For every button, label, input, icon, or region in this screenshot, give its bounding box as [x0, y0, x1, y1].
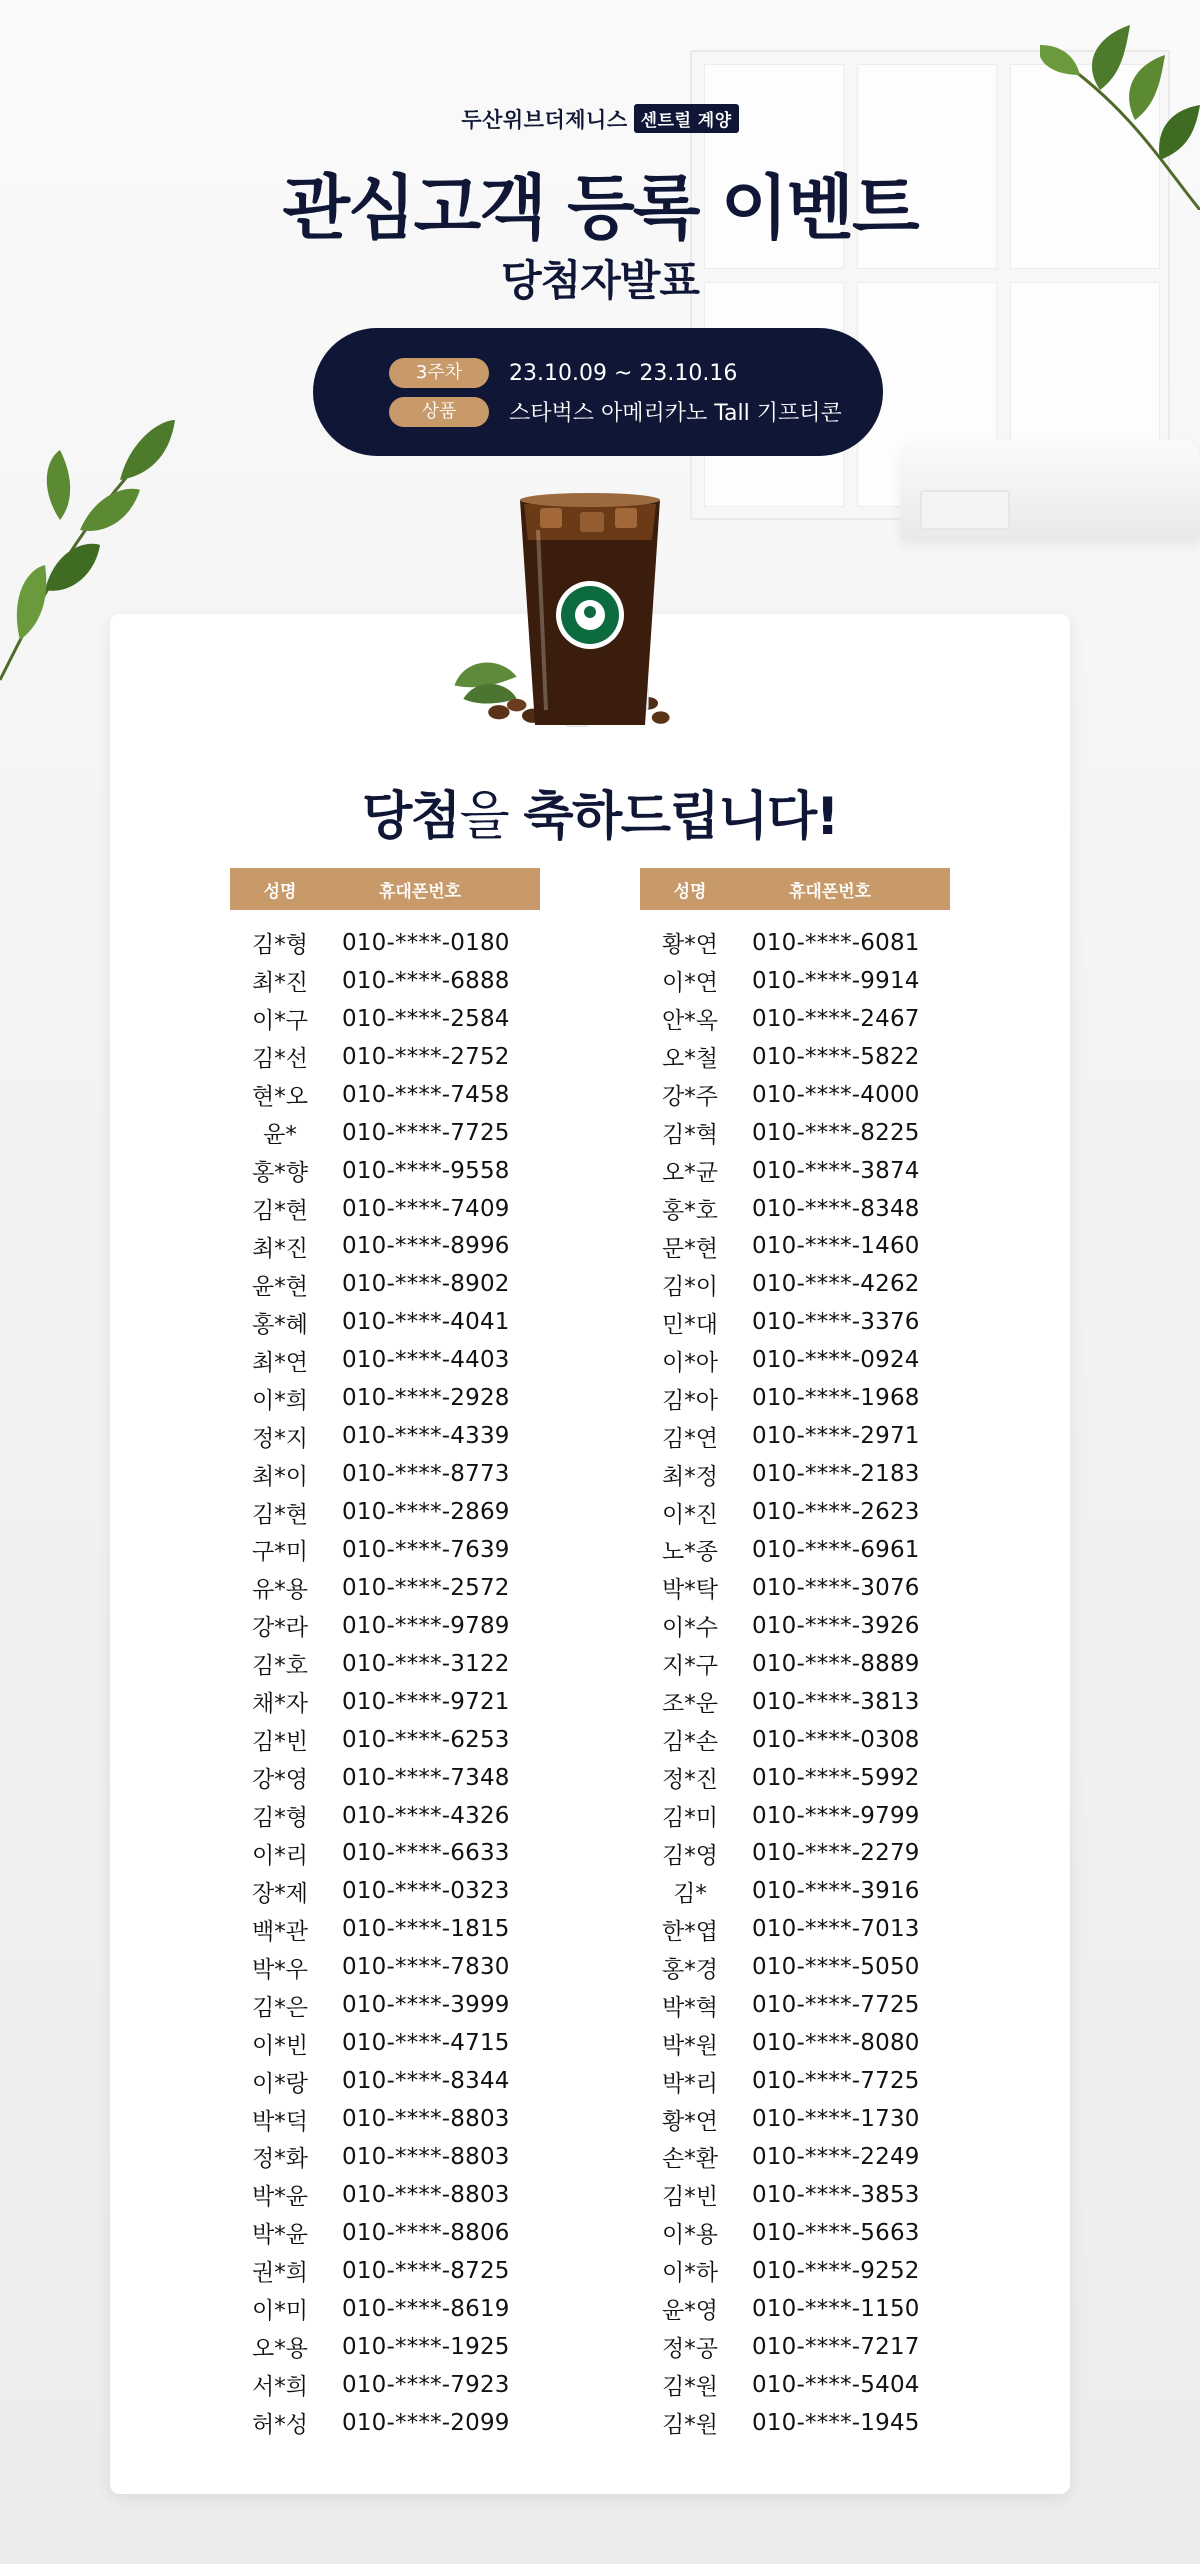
- winner-row: [640, 1000, 950, 1038]
- winner-row: [230, 2252, 540, 2290]
- winner-name: 정*지: [252, 1425, 308, 1452]
- winner-row: [640, 1152, 950, 1190]
- page-title: 관심고객 등록 이벤트: [282, 167, 918, 249]
- winner-name: 오*용: [252, 2336, 308, 2363]
- winner-row: [640, 2024, 950, 2062]
- winner-phone: 010-****-8725: [342, 2257, 510, 2284]
- winner-row: [230, 2404, 540, 2442]
- winner-name: 윤*: [263, 1122, 297, 1149]
- winner-row: [640, 1910, 950, 1948]
- winner-phone: 010-****-1815: [342, 1916, 510, 1943]
- winner-phone: 010-****-7348: [342, 1764, 510, 1791]
- winner-name: 이*아: [662, 1349, 718, 1376]
- winner-phone: 010-****-4403: [342, 1347, 510, 1374]
- winner-row: [230, 1721, 540, 1759]
- winner-name: 최*이: [252, 1463, 308, 1490]
- winner-row: [230, 1759, 540, 1797]
- winner-name: 김*연: [662, 1425, 718, 1452]
- winner-row: [230, 1645, 540, 1683]
- winner-name: 박*윤: [252, 2222, 308, 2249]
- winner-name: 윤*영: [662, 2298, 718, 2325]
- winner-phone: 010-****-9252: [752, 2257, 920, 2284]
- winner-name: 현*오: [252, 1084, 308, 1111]
- winner-row: [230, 1265, 540, 1303]
- winner-row: [640, 1645, 950, 1683]
- prize-value: 스타벅스 아메리카노 Tall 기프티콘: [509, 401, 842, 426]
- winner-phone: 010-****-8806: [342, 2219, 510, 2246]
- event-info-pill: [313, 328, 883, 456]
- column-header-name: 성명: [673, 881, 707, 902]
- winner-phone: 010-****-2623: [752, 1499, 920, 1526]
- winner-name: 김*은: [252, 1994, 308, 2021]
- winner-row: [640, 1114, 950, 1152]
- winner-phone: 010-****-9558: [342, 1157, 510, 1184]
- winner-row: [640, 1038, 950, 1076]
- winner-row: [640, 962, 950, 1000]
- winner-row: [230, 924, 540, 962]
- brand-tag: 센트럴 계양: [634, 104, 739, 133]
- winner-phone: 010-****-7013: [752, 1916, 920, 1943]
- winner-row: [640, 1455, 950, 1493]
- winner-name: 최*진: [252, 1235, 308, 1262]
- winner-phone: 010-****-5404: [752, 2371, 920, 2398]
- winner-phone: 010-****-8902: [342, 1271, 510, 1298]
- winner-phone: 010-****-2099: [342, 2409, 510, 2436]
- winner-row: [230, 2138, 540, 2176]
- winner-phone: 010-****-7725: [342, 1119, 510, 1146]
- winner-name: 허*성: [252, 2412, 308, 2439]
- winner-name: 이*용: [662, 2222, 718, 2249]
- winner-row: [640, 2252, 950, 2290]
- winner-name: 김*빈: [252, 1729, 308, 1756]
- winner-row: [230, 2290, 540, 2328]
- winner-row: [230, 1000, 540, 1038]
- winner-phone: 010-****-8803: [342, 2143, 510, 2170]
- winner-row: [230, 1379, 540, 1417]
- coffee-cup-icon: [520, 490, 660, 740]
- winner-name: 박*리: [662, 2070, 718, 2097]
- winner-name: 지*구: [662, 1653, 718, 1680]
- winner-name: 최*연: [252, 1349, 308, 1376]
- winners-column-right: [640, 868, 950, 2442]
- winner-name: 장*제: [252, 1880, 308, 1907]
- winner-row: [230, 1455, 540, 1493]
- winner-phone: 010-****-2572: [342, 1574, 510, 1601]
- winner-row: [640, 1986, 950, 2024]
- winner-phone: 010-****-2869: [342, 1499, 510, 1526]
- winner-phone: 010-****-7458: [342, 1081, 510, 1108]
- winner-phone: 010-****-6081: [752, 929, 920, 956]
- winner-name: 김*손: [662, 1729, 718, 1756]
- winner-name: 김*선: [252, 1046, 308, 1073]
- winner-phone: 010-****-1925: [342, 2333, 510, 2360]
- winner-name: 안*옥: [662, 1008, 718, 1035]
- winner-name: 김*현: [252, 1198, 308, 1225]
- winner-row: [230, 1569, 540, 1607]
- winner-name: 최*진: [252, 970, 308, 997]
- winner-name: 황*연: [662, 932, 718, 959]
- winner-phone: 010-****-8803: [342, 2181, 510, 2208]
- winner-phone: 010-****-8803: [342, 2106, 510, 2133]
- winner-name: 서*희: [252, 2374, 308, 2401]
- winner-name: 오*철: [662, 1046, 718, 1073]
- winners-column-left: [230, 868, 540, 2442]
- winner-phone: 010-****-5050: [752, 1954, 920, 1981]
- winner-phone: 010-****-1968: [752, 1385, 920, 1412]
- winner-name: 김*영: [662, 1842, 718, 1869]
- winner-name: 김*원: [662, 2412, 718, 2439]
- winner-row: [640, 1190, 950, 1228]
- winner-name: 강*영: [252, 1767, 308, 1794]
- winner-phone: 010-****-6961: [752, 1536, 920, 1563]
- winner-row: [230, 1076, 540, 1114]
- winners-list-right: [640, 924, 950, 2442]
- winner-phone: 010-****-6253: [342, 1726, 510, 1753]
- winner-phone: 010-****-2183: [752, 1461, 920, 1488]
- winner-row: [230, 1910, 540, 1948]
- winner-name: 박*윤: [252, 2184, 308, 2211]
- winner-row: [230, 1986, 540, 2024]
- winner-phone: 010-****-2279: [752, 1840, 920, 1867]
- winner-phone: 010-****-4262: [752, 1271, 920, 1298]
- winner-name: 이*빈: [252, 2032, 308, 2059]
- column-header-name: 성명: [263, 881, 297, 902]
- winner-name: 구*미: [252, 1539, 308, 1566]
- winner-row: [640, 1228, 950, 1266]
- winner-name: 김*현: [252, 1501, 308, 1528]
- winner-name: 이*미: [252, 2298, 308, 2325]
- winner-name: 손*환: [662, 2146, 718, 2173]
- winner-phone: 010-****-3122: [342, 1650, 510, 1677]
- winner-phone: 010-****-3813: [752, 1688, 920, 1715]
- winner-row: [640, 1341, 950, 1379]
- winners-list-left: [230, 924, 540, 2442]
- winner-name: 김*미: [662, 1805, 718, 1832]
- winner-phone: 010-****-4339: [342, 1423, 510, 1450]
- coffee-illustration: [400, 480, 740, 770]
- winner-row: [640, 1531, 950, 1569]
- winner-name: 권*희: [252, 2260, 308, 2287]
- winner-row: [640, 1948, 950, 1986]
- winner-row: [640, 1872, 950, 1910]
- winner-row: [640, 924, 950, 962]
- winner-phone: 010-****-6888: [342, 967, 510, 994]
- congrats-highlight-1: 당첨: [362, 787, 460, 847]
- congrats-highlight-2: 축하드립니다!: [523, 787, 838, 847]
- winner-row: [640, 1797, 950, 1835]
- winner-phone: 010-****-2971: [752, 1423, 920, 1450]
- winner-phone: 010-****-1945: [752, 2409, 920, 2436]
- winner-name: 강*주: [662, 1084, 718, 1111]
- winner-phone: 010-****-2249: [752, 2143, 920, 2170]
- column-header: [640, 868, 950, 910]
- winner-row: [230, 1341, 540, 1379]
- winner-name: 이*수: [662, 1615, 718, 1642]
- winner-row: [640, 1076, 950, 1114]
- winner-phone: 010-****-0308: [752, 1726, 920, 1753]
- winner-phone: 010-****-8889: [752, 1650, 920, 1677]
- winner-phone: 010-****-3076: [752, 1574, 920, 1601]
- winner-row: [640, 2062, 950, 2100]
- winner-name: 박*혁: [662, 1994, 718, 2021]
- congrats-light: 을: [459, 787, 524, 847]
- column-header: [230, 868, 540, 910]
- column-header-phone: 휴대폰번호: [378, 881, 462, 902]
- winner-name: 윤*현: [252, 1273, 308, 1300]
- winner-row: [230, 1872, 540, 1910]
- winner-phone: 010-****-2467: [752, 1005, 920, 1032]
- week-value: 23.10.09 ~ 23.10.16: [509, 360, 738, 386]
- winner-name: 민*대: [662, 1311, 718, 1338]
- winner-row: [230, 2328, 540, 2366]
- winner-phone: 010-****-8344: [342, 2068, 510, 2095]
- winner-phone: 010-****-7217: [752, 2333, 920, 2360]
- winner-row: [230, 962, 540, 1000]
- background-table: [920, 490, 1010, 530]
- winner-name: 문*현: [662, 1235, 718, 1262]
- page-subtitle: 당첨자발표: [501, 256, 699, 305]
- winner-name: 이*진: [662, 1501, 718, 1528]
- winner-row: [230, 1190, 540, 1228]
- winner-name: 정*화: [252, 2146, 308, 2173]
- winner-phone: 010-****-4326: [342, 1802, 510, 1829]
- winner-phone: 010-****-7409: [342, 1195, 510, 1222]
- winner-name: 김*원: [662, 2374, 718, 2401]
- winner-row: [640, 1835, 950, 1873]
- winner-row: [230, 1607, 540, 1645]
- winner-name: 한*엽: [662, 1918, 718, 1945]
- winner-name: 이*구: [252, 1008, 308, 1035]
- winner-row: [230, 1228, 540, 1266]
- winner-row: [230, 1531, 540, 1569]
- winner-name: 정*공: [662, 2336, 718, 2363]
- winner-phone: 010-****-0180: [342, 929, 510, 956]
- winner-name: 박*우: [252, 1956, 308, 1983]
- winner-phone: 010-****-7725: [752, 2068, 920, 2095]
- winner-row: [230, 1303, 540, 1341]
- winner-phone: 010-****-0323: [342, 1878, 510, 1905]
- winner-name: 박*덕: [252, 2108, 308, 2135]
- winner-row: [640, 2214, 950, 2252]
- winner-row: [230, 2366, 540, 2404]
- winner-name: 황*연: [662, 2108, 718, 2135]
- winner-row: [640, 2366, 950, 2404]
- winner-phone: 010-****-2752: [342, 1043, 510, 1070]
- winner-phone: 010-****-5822: [752, 1043, 920, 1070]
- winner-row: [640, 1683, 950, 1721]
- winner-row: [230, 1835, 540, 1873]
- winner-row: [230, 2024, 540, 2062]
- winner-name: 이*하: [662, 2260, 718, 2287]
- winner-phone: 010-****-2584: [342, 1005, 510, 1032]
- winner-row: [230, 1683, 540, 1721]
- winner-row: [640, 2138, 950, 2176]
- winner-name: 최*정: [662, 1463, 718, 1490]
- winner-phone: 010-****-3853: [752, 2181, 920, 2208]
- winner-row: [230, 1493, 540, 1531]
- winner-row: [640, 1417, 950, 1455]
- brand-name: 두산위브더제니스: [461, 108, 628, 132]
- winner-row: [640, 1759, 950, 1797]
- prize-row: [389, 396, 842, 427]
- prize-chip: 상품: [389, 397, 489, 427]
- winner-row: [640, 2328, 950, 2366]
- winner-row: [640, 1303, 950, 1341]
- winner-name: 채*자: [252, 1691, 308, 1718]
- winner-name: 김*아: [662, 1387, 718, 1414]
- winner-name: 홍*호: [662, 1198, 718, 1225]
- winner-phone: 010-****-3999: [342, 1992, 510, 2019]
- winner-phone: 010-****-8996: [342, 1233, 510, 1260]
- winner-phone: 010-****-1460: [752, 1233, 920, 1260]
- winner-name: 홍*혜: [252, 1311, 308, 1338]
- winner-name: 노*종: [662, 1539, 718, 1566]
- winner-phone: 010-****-7830: [342, 1954, 510, 1981]
- winner-phone: 010-****-3926: [752, 1612, 920, 1639]
- winner-name: 이*리: [252, 1842, 308, 1869]
- winner-row: [230, 2062, 540, 2100]
- winner-row: [230, 2100, 540, 2138]
- winner-phone: 010-****-7639: [342, 1536, 510, 1563]
- winner-name: 김*형: [252, 932, 308, 959]
- winner-row: [230, 2214, 540, 2252]
- winner-name: 유*용: [252, 1577, 308, 1604]
- winner-phone: 010-****-3874: [752, 1157, 920, 1184]
- winner-name: 이*희: [252, 1387, 308, 1414]
- winner-phone: 010-****-5663: [752, 2219, 920, 2246]
- winner-phone: 010-****-4041: [342, 1309, 510, 1336]
- winner-name: 박*원: [662, 2032, 718, 2059]
- winner-name: 김*형: [252, 1805, 308, 1832]
- winner-phone: 010-****-8773: [342, 1461, 510, 1488]
- winner-row: [640, 2290, 950, 2328]
- winner-name: 홍*경: [662, 1956, 718, 1983]
- winner-phone: 010-****-9721: [342, 1688, 510, 1715]
- winner-name: 이*연: [662, 970, 718, 997]
- winner-name: 김*: [673, 1880, 707, 1907]
- winner-phone: 010-****-6633: [342, 1840, 510, 1867]
- winner-phone: 010-****-9799: [752, 1802, 920, 1829]
- winner-phone: 010-****-3376: [752, 1309, 920, 1336]
- winner-row: [640, 2176, 950, 2214]
- winner-row: [640, 1379, 950, 1417]
- winner-row: [640, 1607, 950, 1645]
- winner-row: [640, 2100, 950, 2138]
- congrats-heading: [0, 774, 1200, 849]
- column-header-phone: 휴대폰번호: [788, 881, 872, 902]
- winner-phone: 010-****-5992: [752, 1764, 920, 1791]
- winner-row: [230, 1152, 540, 1190]
- winner-row: [640, 1265, 950, 1303]
- winner-row: [640, 1721, 950, 1759]
- winner-name: 이*랑: [252, 2070, 308, 2097]
- winner-phone: 010-****-9789: [342, 1612, 510, 1639]
- winner-phone: 010-****-1150: [752, 2295, 920, 2322]
- winner-name: 정*진: [662, 1767, 718, 1794]
- winner-row: [640, 2404, 950, 2442]
- winner-phone: 010-****-0924: [752, 1347, 920, 1374]
- winner-phone: 010-****-4000: [752, 1081, 920, 1108]
- winner-row: [640, 1569, 950, 1607]
- winner-row: [230, 1114, 540, 1152]
- winner-name: 홍*향: [252, 1160, 308, 1187]
- winner-row: [230, 1417, 540, 1455]
- winner-name: 박*탁: [662, 1577, 718, 1604]
- winner-phone: 010-****-7725: [752, 1992, 920, 2019]
- winner-row: [640, 1493, 950, 1531]
- winner-phone: 010-****-7923: [342, 2371, 510, 2398]
- winner-phone: 010-****-8225: [752, 1119, 920, 1146]
- winner-phone: 010-****-2928: [342, 1385, 510, 1412]
- winner-phone: 010-****-8619: [342, 2295, 510, 2322]
- winner-row: [230, 1038, 540, 1076]
- winner-name: 김*호: [252, 1653, 308, 1680]
- winner-phone: 010-****-8348: [752, 1195, 920, 1222]
- winner-row: [230, 1948, 540, 1986]
- winner-phone: 010-****-3916: [752, 1878, 920, 1905]
- winner-name: 강*라: [252, 1615, 308, 1642]
- winner-row: [230, 2176, 540, 2214]
- winner-phone: 010-****-4715: [342, 2030, 510, 2057]
- winner-name: 오*균: [662, 1160, 718, 1187]
- winner-phone: 010-****-8080: [752, 2030, 920, 2057]
- week-row: [389, 358, 737, 388]
- week-chip: 3주차: [389, 358, 489, 388]
- winner-name: 김*이: [662, 1273, 718, 1300]
- winner-name: 김*빈: [662, 2184, 718, 2211]
- winner-phone: 010-****-9914: [752, 967, 920, 994]
- winner-name: 김*혁: [662, 1122, 718, 1149]
- winner-phone: 010-****-1730: [752, 2106, 920, 2133]
- winner-row: [230, 1797, 540, 1835]
- brand-line: [0, 104, 1200, 134]
- winner-name: 백*관: [252, 1918, 308, 1945]
- winner-name: 조*운: [662, 1691, 718, 1718]
